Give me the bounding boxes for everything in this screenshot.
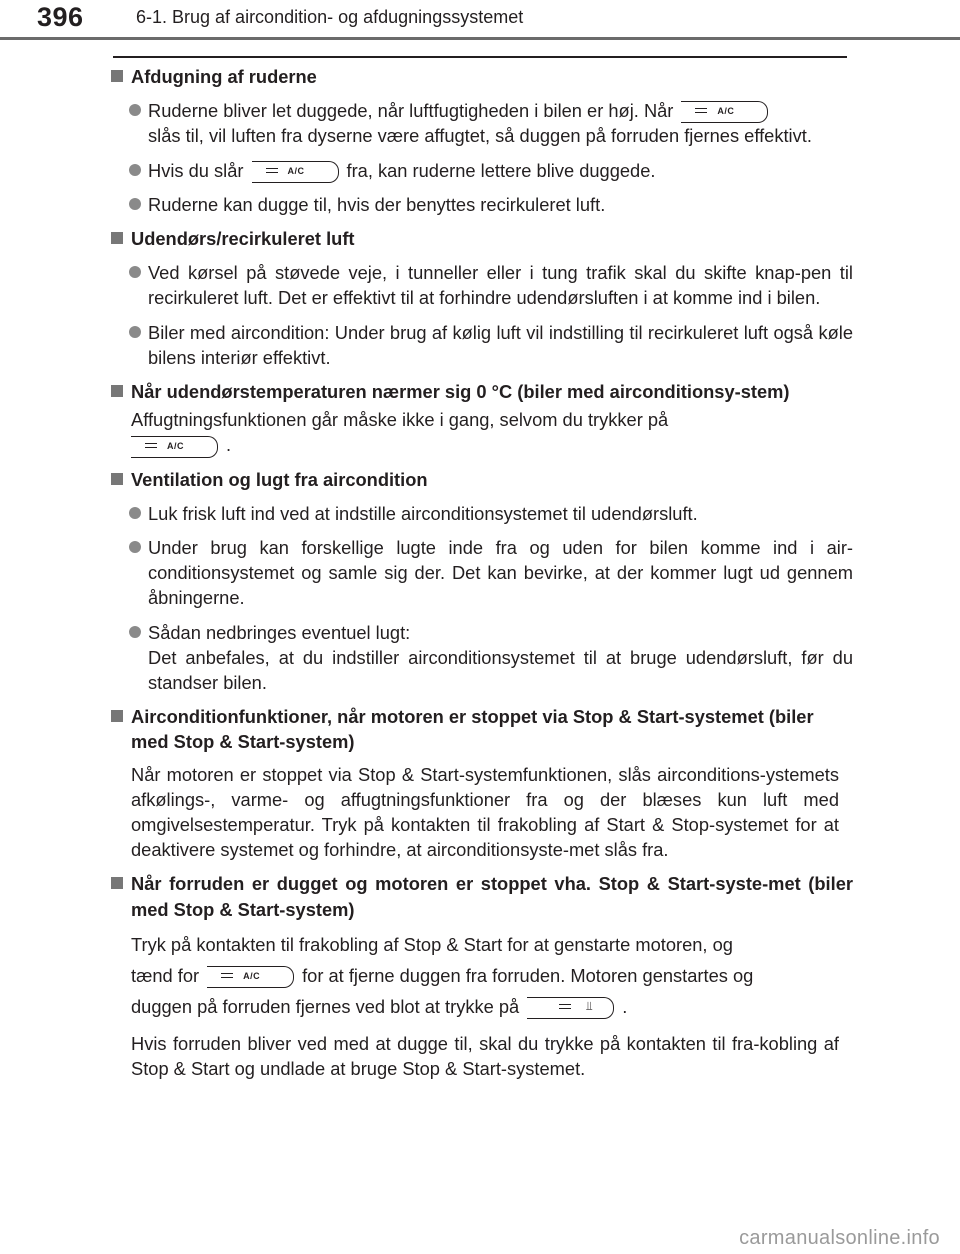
item-text: Hvis du slår [148,159,244,181]
square-bullet-icon [111,70,123,82]
section-heading-ventilation-odor [111,467,853,492]
square-bullet-icon [111,710,123,722]
circle-bullet-icon [129,198,141,210]
square-bullet-icon [111,385,123,397]
page-number: 396 [37,2,84,32]
heading-text: Når udendørstemperaturen nærmer sig 0 °C (biler med airconditionsy-stem) [131,381,790,403]
circle-bullet-icon [129,626,141,638]
ac-label: A/C [243,971,261,982]
paragraph-text: . [226,434,232,456]
square-bullet-icon [111,877,123,889]
section-heading-defogging [111,64,853,89]
square-bullet-icon [111,232,123,244]
circle-bullet-icon [129,507,141,519]
list-item [111,535,853,611]
paragraph [111,762,853,863]
watermark-link[interactable]: carmanualsonline.info [739,1227,940,1249]
list-item [111,192,853,217]
paragraph [111,407,853,457]
heading-text: Airconditionfunktioner, når motoren er stoppet via Stop & Start-systemet (biler med Stop & Start-system) [131,706,814,753]
ac-button-icon [131,436,218,458]
windshield-defogger-button-icon [527,997,614,1019]
heading-text: Når forruden er dugget og motoren er stoppet vha. Stop & Start-syste-met (biler med Stop & Start-system) [131,873,853,920]
header-rule [0,37,960,40]
ac-button-icon [207,966,294,988]
content-rule [113,56,847,58]
heading-text: Udendørs/recirkuleret luft [131,228,355,250]
paragraph [111,1031,853,1081]
section-heading-fogged-windshield [111,871,853,921]
page-header [0,0,960,40]
ac-label: A/C [167,440,184,451]
circle-bullet-icon [129,266,141,278]
section-heading-near-zero [111,379,853,404]
paragraph-text: for at fjerne duggen fra forruden. Motoren genstartes og [302,964,754,986]
circle-bullet-icon [129,541,141,553]
paragraph-text: Affugtningsfunktionen går måske ikke i gang, selvom du trykker på [131,409,669,431]
ac-label: A/C [717,106,735,117]
paragraph-text: Hvis forruden bliver ved med at dugge til, skal du trykke på kontakten til fra-kobling af Stop & Start og undlade at bruge Stop & Start-systemet. [131,1032,839,1080]
item-text: Ved kørsel på støvede veje, i tunneller eller i tung trafik skal du skifte knap-pen til recirkuleret luft. Det er effektivt til at forhindre udendørsluften i at komme ind i bilen. [148,262,853,309]
paragraph-text: tænd for [131,964,200,986]
chapter-title: 6-1. Brug af aircondition- og afdugningssystemet [136,7,524,27]
paragraph [111,929,853,1022]
square-bullet-icon [111,473,123,485]
item-text: Biler med aircondition: Under brug af kølig luft vil indstilling til recirkuleret luft også køle bilens interiør effektivt. [148,321,853,368]
windshield-defog-icon: ⫫ [585,999,593,1014]
page-content [111,64,853,1090]
list-item [111,158,853,183]
list-item [111,501,853,526]
paragraph-text: . [622,995,628,1017]
circle-bullet-icon [129,104,141,116]
item-text: Ruderne bliver let duggede, når luftfugtigheden i bilen er høj. Når [148,100,674,122]
list-item [111,620,853,696]
section-heading-recirculated-air [111,226,853,251]
item-text: slås til, vil luften fra dyserne være affugtet, så duggen på forruden fjernes effektivt. [148,125,812,147]
list-item [111,260,853,310]
item-text: Sådan nedbringes eventuel lugt: [148,621,411,643]
circle-bullet-icon [129,164,141,176]
paragraph-text: duggen på forruden fjernes ved blot at trykke på [131,995,520,1017]
item-text: Ruderne kan dugge til, hvis der benyttes recirkuleret luft. [148,193,606,215]
item-text: Luk frisk luft ind ved at indstille airconditionsystemet til udendørsluft. [148,502,698,524]
ac-label: A/C [287,165,305,176]
paragraph-text: Når motoren er stoppet via Stop & Start-systemfunktionen, slås airconditions-ystemets afkølings-, varme- og affugtningsfunktioner fra og der blæses kun luft med omgivelsestemperatur. Tryk på kontakten til frakobling af Start & Stop-systemet for at deaktivere systemet og forhindre, at airconditionsyste-met slås fra. [131,763,839,861]
circle-bullet-icon [129,326,141,338]
section-heading-stop-start-functions [111,704,853,754]
item-text: fra, kan ruderne lettere blive duggede. [346,159,656,181]
ac-button-icon [252,161,339,183]
list-item [111,98,853,148]
ac-button-icon [681,101,768,123]
list-item [111,320,853,370]
heading-text: Ventilation og lugt fra aircondition [131,468,428,490]
heading-text: Afdugning af ruderne [131,66,317,87]
item-text: Det anbefales, at du indstiller airconditionsystemet til at bruge udendørsluft, før du standser bilen. [148,646,853,694]
paragraph-text: Tryk på kontakten til frakobling af Stop & Start for at genstarte motoren, og [131,933,733,955]
item-text: Under brug kan forskellige lugte inde fra og uden for bilen komme ind i air-conditionsystemet og samle sig der. Det kan bevirke, at der kommer lugt ud gennem åbningerne. [148,537,853,609]
